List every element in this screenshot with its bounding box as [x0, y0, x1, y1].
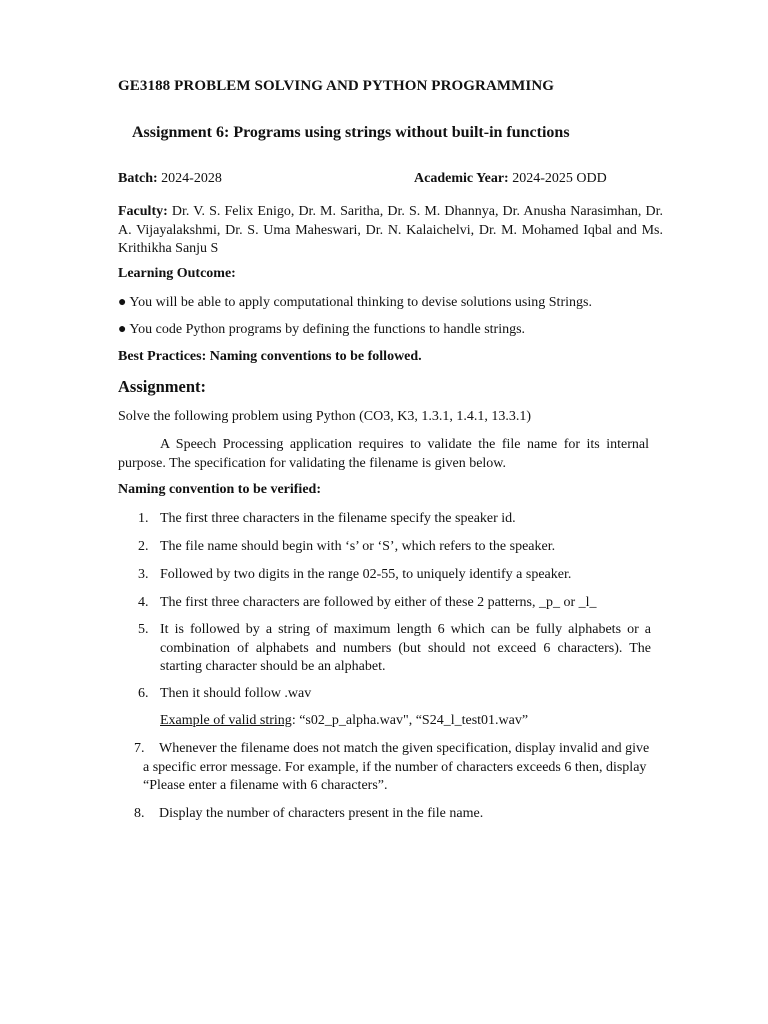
list-item-text: Followed by two digits in the range 02-55, to uniquely identify a speaker.	[160, 567, 572, 582]
course-title: GE3188 PROBLEM SOLVING AND PYTHON PROGRAMMING	[118, 78, 555, 94]
learning-outcome-heading: Learning Outcome:	[118, 266, 236, 281]
academic-year-value: 2024-2025 ODD	[508, 171, 607, 186]
example-label: Example of valid string	[160, 713, 292, 728]
list-item-number: 3.	[138, 567, 149, 582]
example-line	[160, 713, 528, 729]
list-item-text: Then it should follow .wav	[160, 686, 312, 701]
list-item-number: 8.	[134, 806, 145, 821]
batch-line	[118, 171, 222, 187]
list-item-text: The file name should begin with ‘s’ or ‘S’, which refers to the speaker.	[160, 539, 556, 554]
learning-outcome-item: ● You will be able to apply computational thinking to devise solutions using Strings.	[118, 295, 592, 310]
faculty-names: Dr. V. S. Felix Enigo, Dr. M. Saritha, Dr. S. M. Dhannya, Dr. Anusha Narasimhan, Dr. A. Vijayalakshmi, Dr. S. Uma Maheswari, Dr. N. Kalaichelvi, Dr. M. Mohamed Iqbal and Ms. Krithikha Sanju S	[118, 204, 663, 256]
academic-year-label: Academic Year:	[414, 171, 509, 186]
example-value: : “s02_p_alpha.wav", “S24_l_test01.wav”	[291, 713, 529, 728]
list-item-number: 7.	[134, 741, 145, 756]
list-item-text: Display the number of characters present in the file name.	[159, 806, 484, 821]
list-item	[118, 566, 651, 585]
list-item-number: 5.	[138, 622, 149, 637]
faculty-paragraph	[118, 203, 663, 259]
list-item-text-continued: a specific error message. For example, if the number of characters exceeds 6 then, display “Please enter a filename with 6 characters”.	[143, 759, 647, 793]
list-item	[118, 621, 651, 677]
learning-outcome-item: ● You code Python programs by defining the functions to handle strings.	[118, 322, 526, 337]
intro-paragraph-text: A Speech Processing application requires to validate the file name for its internal purpose. The specification for validating the filename is given below.	[118, 437, 649, 471]
list-item-number: 1.	[138, 511, 149, 526]
list-item-text: It is followed by a string of maximum length 6 which can be fully alphabets or a combination of alphabets and numbers (but should not exceed 6 characters). The starting character should be an alphabet.	[160, 622, 651, 674]
intro-paragraph	[118, 436, 649, 473]
list-item	[118, 685, 651, 704]
list-item-text: Whenever the filename does not match the given specification, display invalid and give	[159, 741, 650, 756]
list-item	[118, 805, 483, 824]
list-item-number: 4.	[138, 595, 149, 610]
list-item	[118, 510, 651, 529]
list-item-number: 2.	[138, 539, 149, 554]
naming-convention-heading: Naming convention to be verified:	[118, 482, 321, 497]
batch-label: Batch:	[118, 171, 158, 186]
list-item	[118, 538, 651, 557]
batch-value: 2024-2028	[157, 171, 222, 186]
academic-year-line	[414, 171, 607, 187]
problem-statement-line: Solve the following problem using Python (CO3, K3, 1.3.1, 1.4.1, 13.3.1)	[118, 409, 531, 424]
list-item	[118, 740, 651, 796]
assignment-heading: Assignment:	[118, 377, 207, 396]
assignment-title: Assignment 6: Programs using strings without built-in functions	[132, 124, 570, 141]
faculty-label: Faculty:	[118, 204, 168, 219]
list-item	[118, 594, 651, 613]
list-item-text: The first three characters in the filename specify the speaker id.	[160, 511, 516, 526]
best-practices-heading: Best Practices: Naming conventions to be followed.	[118, 349, 422, 364]
list-item-number: 6.	[138, 686, 149, 701]
list-item-text: The first three characters are followed by either of these 2 patterns, _p_ or _l_	[160, 595, 597, 610]
